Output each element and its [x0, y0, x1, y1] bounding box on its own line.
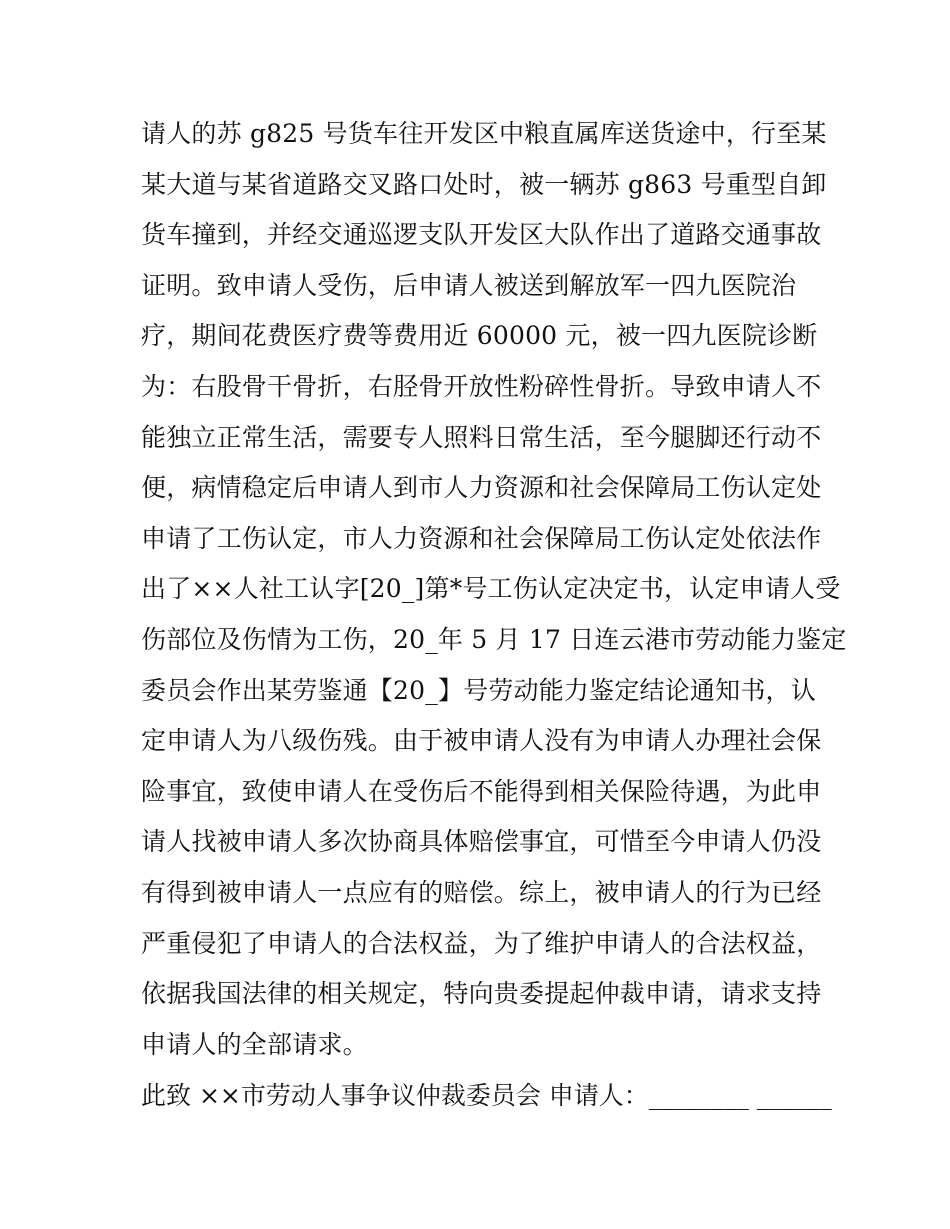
text-line: 申请了工伤认定，市人力资源和社会保障局工伤认定处依法作: [141, 523, 822, 553]
text-line: 委员会作出某劳鉴通【20_】号劳动能力鉴定结论通知书，认: [141, 675, 816, 705]
text-line: 疗，期间花费医疗费等费用近 60000 元，被一四九医院诊断: [141, 321, 818, 351]
text-line: 某大道与某省道路交叉路口处时，被一辆苏 g863 号重型自卸: [141, 169, 827, 199]
closing-line: 此致 ××市劳动人事争议仲裁委员会 申请人：________ ______: [141, 1081, 832, 1110]
text-line: 为：右股骨干骨折，右胫骨开放性粉碎性骨折。导致申请人不: [141, 371, 822, 401]
text-line: 伤部位及伤情为工伤，20_年 5 月 17 日连云港市劳动能力鉴定: [141, 624, 847, 654]
text-line: 能独立正常生活，需要专人照料日常生活，至今腿脚还行动不: [141, 422, 822, 452]
text-line: 出了××人社工认字[20_]第*号工伤认定决定书，认定申请人受: [141, 574, 841, 604]
text-line: 证明。致申请人受伤，后申请人被送到解放军一四九医院治: [141, 270, 797, 300]
text-line: 申请人的全部请求。: [141, 1029, 368, 1059]
text-line: 依据我国法律的相关规定，特向贵委提起仲裁申请，请求支持: [141, 979, 822, 1009]
text-line: 请人找被申请人多次协商具体赔偿事宜，可惜至今申请人仍没: [141, 827, 822, 857]
text-line: 请人的苏 g825 号货车往开发区中粮直属库送货途中，行至某: [141, 119, 827, 148]
text-line: 货车撞到，并经交通巡逻支队开发区大队作出了道路交通事故: [141, 220, 822, 250]
body-text: [141, 109, 847, 1070]
text-line: 便，病情稳定后申请人到市人力资源和社会保障局工伤认定处: [141, 473, 822, 503]
text-line: 严重侵犯了申请人的合法权益，为了维护申请人的合法权益，: [141, 928, 822, 958]
text-line: 有得到被申请人一点应有的赔偿。综上，被申请人的行为已经: [141, 877, 822, 907]
text-line: 险事宜，致使申请人在受伤后不能得到相关保险待遇，为此申: [141, 776, 822, 806]
text-line: 定申请人为八级伤残。由于被申请人没有为申请人办理社会保: [141, 726, 822, 756]
